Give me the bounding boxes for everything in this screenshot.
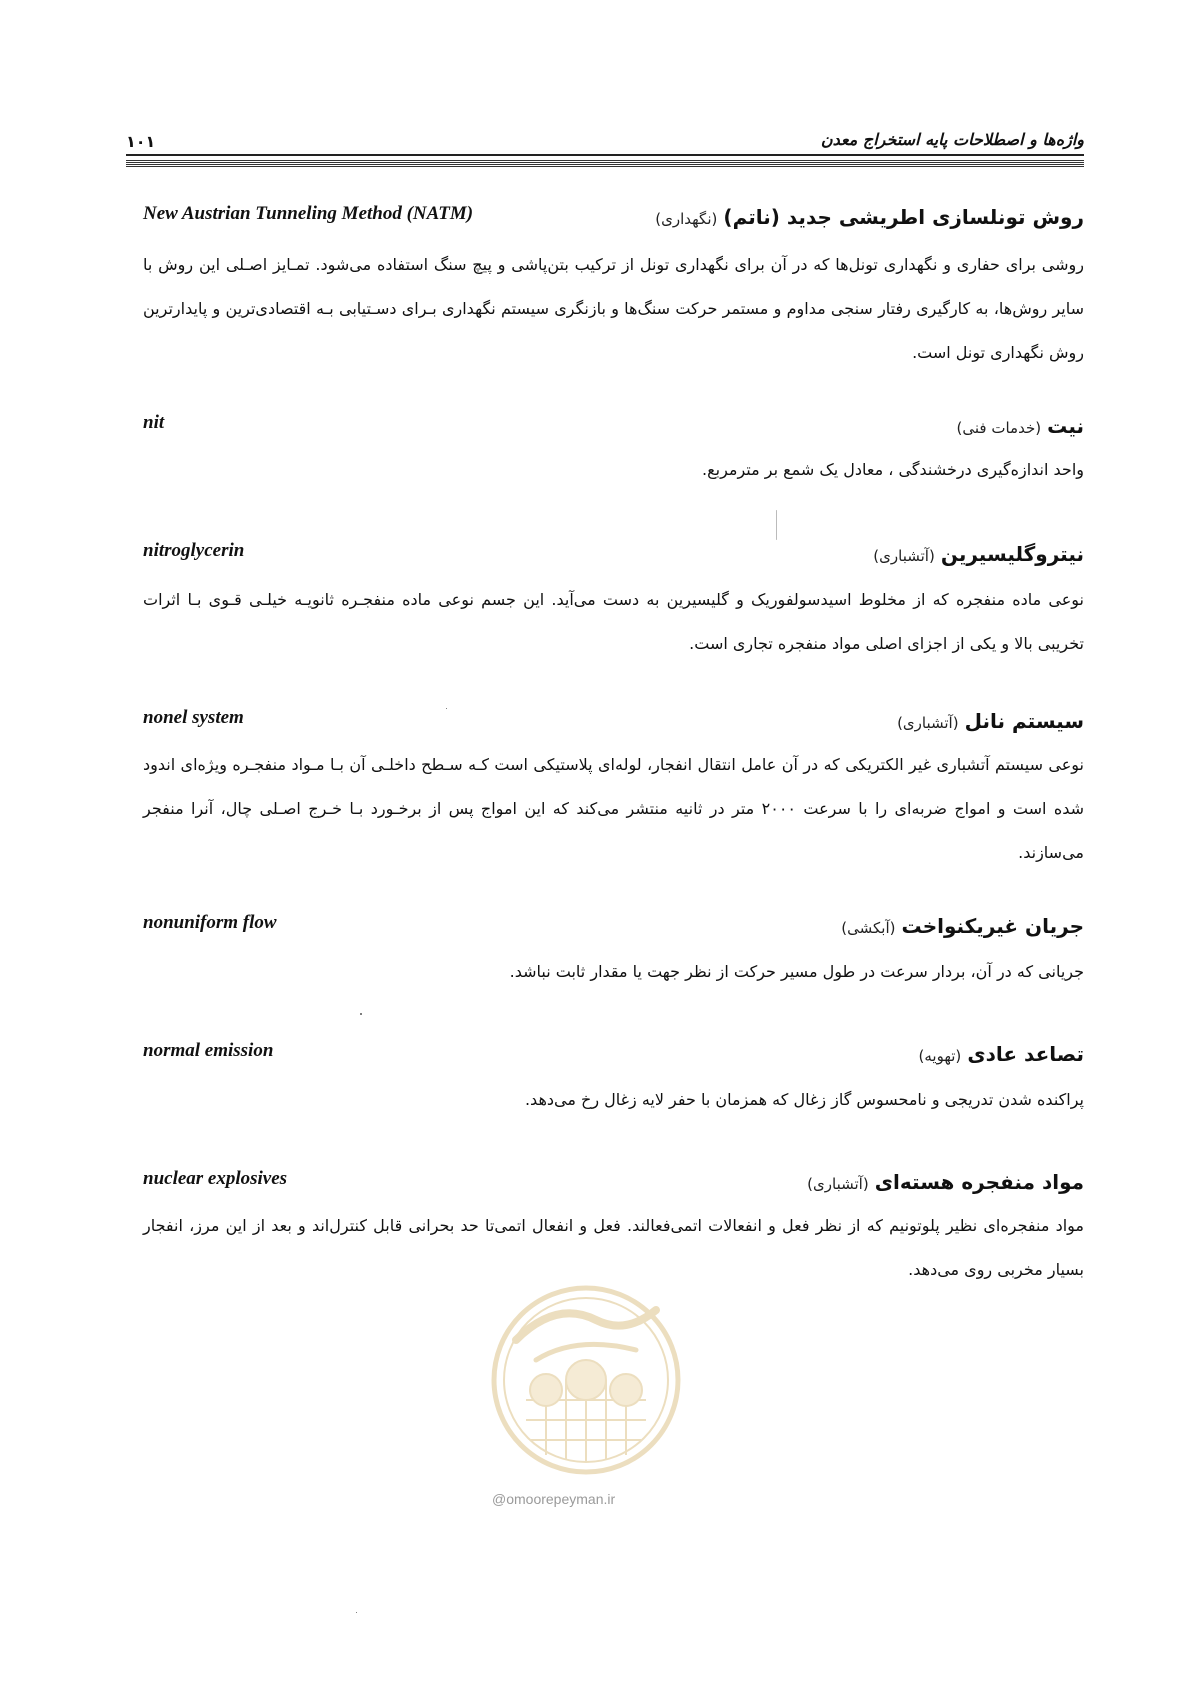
- definition: روشی برای حفاری و نگهداری تونل‌ها که در آن برای نگهداری تونل از ترکیب بتن‌پاشی و پیچ سنگ استفاده می‌شود. تمـایز اصـلی این روش با سایر روش‌ها، به کارگیری رفتار سنجی مداوم و مستمر حرکت سنگ‌ها و بازنگری سیستم نگهداری بـرای دسـتیابی بـه اقتصادی‌ترین و پایدارترین روش نگهداری تونل است.: [143, 255, 1084, 362]
- persian-heading: [957, 414, 1084, 438]
- watermark-url: @omoorepeyman.ir: [492, 1491, 616, 1507]
- definition: مواد منفجره‌ای نظیر پلوتونیم که از نظر فعل و انفعالات اتمی‌فعالند. فعل و انفعال اتمی‌تا حد بحرانی قابل کنترل‌اند و بعد از این مرز، انفجار بسیار مخربی روی می‌دهد.: [143, 1216, 1084, 1279]
- category-label: (آتشباری): [807, 1175, 869, 1193]
- persian-term: سیستم نانل: [964, 709, 1084, 733]
- scan-speck: [446, 708, 447, 709]
- category-label: (خدمات فنی): [956, 419, 1042, 437]
- persian-term: نیتروگلیسیرین: [940, 542, 1084, 566]
- definition: نوعی سیستم آتشباری غیر الکتریکی که در آن عامل انتقال انفجار، لوله‌ای پلاستیکی است کـه سـطح داخلـی آن بـا مـواد منفجـره ویژه‌ای اندود شده است و امواج ضربه‌ای را با سرعت ۲۰۰۰ متر در ثانیه منتشر می‌کند که این امواج پس از برخـورد بـا خـرج اصـلی چال، آنرا منفجر می‌سازند.: [143, 755, 1085, 862]
- english-term: normal emission: [143, 1040, 274, 1061]
- english-term: nonel system: [143, 707, 244, 728]
- persian-term: مواد منفجره هسته‌ای: [874, 1170, 1084, 1194]
- persian-term: تصاعد عادی: [967, 1042, 1084, 1066]
- category-label: (آتشباری): [897, 714, 959, 732]
- definition: نوعی ماده منفجره که از مخلوط اسیدسولفوریک و گلیسیرین به دست می‌آید. این جسم نوعی ماده منفجـره ثانویـه خیلـی قـوی بـا اثرات تخریبی بالا و یکی از اجزای اصلی مواد منفجره تجاری است.: [143, 590, 1084, 653]
- english-term: nitroglycerin: [143, 540, 245, 561]
- persian-heading: [807, 1170, 1084, 1194]
- persian-heading: [655, 205, 1084, 229]
- category-label: (آتشباری): [873, 547, 935, 565]
- category-label: (تهویه): [918, 1047, 962, 1065]
- english-term: nonuniform flow: [143, 912, 277, 933]
- persian-heading: [841, 914, 1084, 938]
- scan-speck: [360, 1013, 362, 1015]
- seal-logo-icon: [486, 1280, 686, 1490]
- english-term: nit: [143, 412, 165, 433]
- page-number: ۱۰۱: [126, 132, 156, 151]
- book-title: واژه‌ها و اصطلاحات پایه استخراج معدن: [820, 130, 1084, 149]
- scan-speck: [356, 1612, 357, 1613]
- persian-term: جریان غیریکنواخت: [901, 914, 1084, 938]
- persian-term: روش تونلسازی اطریشی جدید (ناتم): [723, 205, 1084, 229]
- persian-heading: [919, 1042, 1084, 1066]
- persian-heading: [897, 709, 1084, 733]
- header-rule-thin: [126, 154, 1084, 156]
- definition: پراکنده شدن تدریجی و نامحسوس گاز زغال که همزمان با حفر لایه زغال رخ می‌دهد.: [524, 1090, 1084, 1109]
- english-term: nuclear explosives: [143, 1168, 288, 1189]
- category-label: (آبکشی): [841, 919, 896, 937]
- persian-term: نیت: [1047, 414, 1084, 438]
- scan-speck: [776, 510, 777, 540]
- category-label: (نگهداری): [655, 210, 718, 228]
- header-rule-thick: [126, 160, 1084, 167]
- definition: جریانی که در آن، بردار سرعت در طول مسیر حرکت از نظر جهت یا مقدار ثابت نباشد.: [509, 962, 1084, 981]
- persian-heading: [873, 542, 1084, 566]
- definition: واحد اندازه‌گیری درخشندگی ، معادل یک شمع بر مترمربع.: [702, 460, 1084, 479]
- english-term: New Austrian Tunneling Method (NATM): [143, 203, 474, 224]
